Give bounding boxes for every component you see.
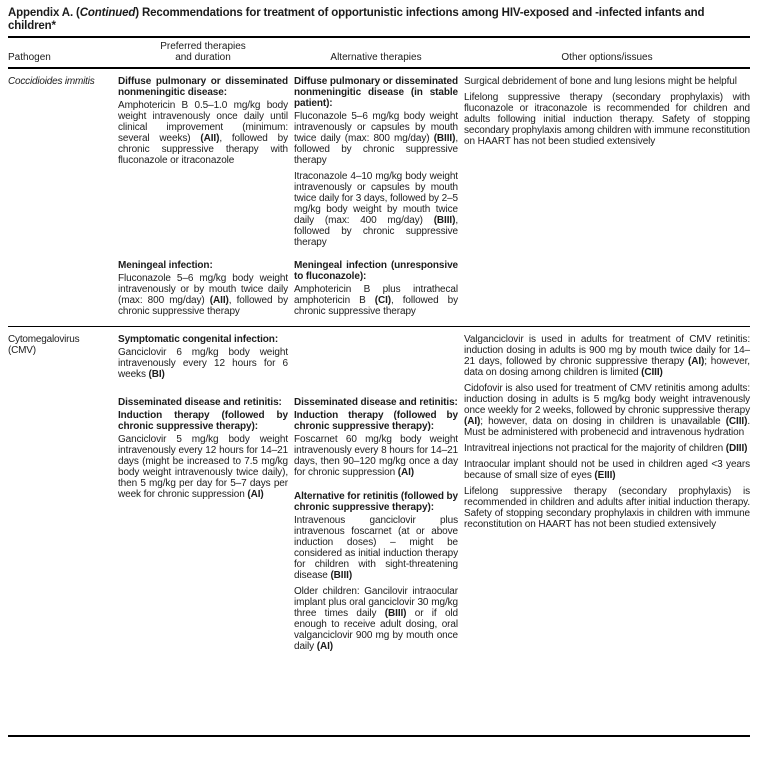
other-option-text: Lifelong suppressive therapy (secondary prophylaxis) is recommended in children and adults after initial induction therapy. Safety of stopping secondary prophylaxis in children with immune reconstitution on HAART has not been studied extensively [464, 486, 750, 530]
table-row-coccidioides [8, 69, 750, 326]
preferred-therapy-cell [118, 397, 288, 652]
therapy-section-heading: Symptomatic congenital infection: [118, 334, 279, 345]
section-congenital-infection [118, 334, 458, 380]
pathogen-cell: Coccidioides immitis [8, 76, 95, 87]
therapy-section-heading: Alternative for retinitis (followed by chronic suppressive therapy): [294, 491, 458, 513]
section-disseminated-disease [118, 397, 458, 652]
therapy-section-heading: Diffuse pulmonary or disseminated nonmeningitic disease: [118, 76, 288, 98]
other-options-cell [464, 334, 750, 726]
section-diffuse-pulmonary [118, 76, 458, 248]
therapy-section-heading: Meningeal infection (unresponsive to fluconazole): [294, 260, 458, 282]
other-option-text: Intraocular implant should not be used in children aged <3 years because of small size of eyes (EIII) [464, 459, 750, 481]
pathogen-name-line2: (CMV) [8, 345, 36, 356]
alternative-therapy-cell-empty [294, 334, 458, 380]
other-options-cell [464, 76, 750, 317]
therapy-text: Fluconazole 5–6 mg/kg body weight intravenously or capsules by mouth twice daily (max: 800 mg/day) (BIII), followed by chronic suppressive therapy [294, 111, 458, 166]
preferred-therapy-cell [118, 76, 288, 248]
title-suffix: ) Recommendations for treatment of opportunistic infections among HIV-exposed and -infected infants and children* [8, 7, 705, 32]
other-option-text: Intravitreal injections not practical for the majority of children (DIII) [464, 443, 748, 454]
other-option-text: Cidofovir is also used for treatment of CMV retinitis among adults: induction dosing in adults is 5 mg/kg body weight intravenously once weekly for 2 weeks, followed by chronic suppressive therapy (AI); however, data on dosing in children is unavailable (CIII). Must be administered with probenecid and intravenous hydration [464, 383, 750, 438]
therapy-text: Older children: Gancilovir intraocular implant plus oral ganciclovir 30 mg/kg three times daily (BIII) or if old enough to receive adult dosing, oral valganciclovir 900 mg by mouth once daily (AI) [294, 586, 458, 652]
column-header-preferred-line2: and duration [175, 52, 231, 63]
section-meningeal-infection [118, 260, 458, 317]
therapy-section-subheading: Induction therapy (followed by chronic suppressive therapy): [294, 410, 458, 432]
preferred-therapy-cell [118, 260, 288, 317]
pathogen-cell [8, 334, 112, 726]
therapy-section-heading: Diffuse pulmonary or disseminated nonmeningitic disease (in stable patient): [294, 76, 458, 109]
therapy-columns [118, 76, 458, 317]
alternative-therapy-cell [294, 76, 458, 248]
therapy-section-subheading: Induction therapy (followed by chronic suppressive therapy): [118, 410, 288, 432]
column-header-preferred [118, 41, 288, 63]
therapy-section-heading: Disseminated disease and retinitis: [118, 397, 282, 408]
therapy-text: Foscarnet 60 mg/kg body weight intravenously every 8 hours for 14–21 days, then 90–120 mg/kg once a day for chronic suppression (AI) [294, 434, 458, 478]
column-header-other: Other options/issues [561, 52, 653, 63]
column-header-alternative: Alternative therapies [330, 52, 422, 63]
table-header [8, 38, 750, 67]
therapy-section-heading: Meningeal infection: [118, 260, 213, 271]
title-prefix: Appendix A. ( [8, 7, 80, 19]
therapy-text: Amphotericin B 0.5–1.0 mg/kg body weight intravenously once daily until clinical improvement (minimum: several weeks) (AII), followed by chronic suppressive therapy with fluconazole or itraconazole [118, 100, 288, 166]
therapy-section-heading: Disseminated disease and retinitis: [294, 397, 458, 408]
column-header-preferred-line1: Preferred therapies [160, 41, 246, 52]
therapy-columns [118, 334, 458, 726]
therapy-text: Intravenous ganciclovir plus intravenous foscarnet (at or above induction doses) – might be considered as initial induction therapy for children with sight-threatening disease (BIII) [294, 515, 458, 581]
title-continued: Continued [79, 7, 136, 19]
alternative-therapy-cell [294, 397, 458, 652]
therapy-text: Itraconazole 4–10 mg/kg body weight intravenously or capsules by mouth twice daily for 3 days, followed by 2–5 mg/kg body weight by mouth twice daily (max: 400 mg/day) (BIII), followed by chronic suppressive therapy [294, 171, 458, 248]
table-row-cytomegalovirus [8, 327, 750, 735]
page-title [8, 7, 750, 33]
column-header-pathogen: Pathogen [8, 52, 51, 63]
alternative-therapy-cell [294, 260, 458, 317]
other-option-text: Valganciclovir is used in adults for treatment of CMV retinitis: induction dosing in adults is 900 mg by mouth twice daily for 14–21 days, followed by chronic suppressive therapy (AI); however, data on dosing among children is limited (CIII) [464, 334, 750, 378]
therapy-text: Fluconazole 5–6 mg/kg body weight intravenously or by mouth twice daily (max: 800 mg/day) (AII), followed by chronic suppressive therapy [118, 273, 288, 317]
preferred-therapy-cell [118, 334, 288, 380]
table-bottom-rule [8, 735, 750, 737]
pathogen-name-line1: Cytomegalovirus [8, 334, 80, 345]
other-option-text: Surgical debridement of bone and lung lesions might be helpful [464, 76, 737, 87]
therapy-text: Ganciclovir 5 mg/kg body weight intravenously every 12 hours for 14–21 days (might be increased to 7.5 mg/kg body weight intravenously twice daily), then 5 mg/kg per day for 5–7 days per week for chronic suppression (AI) [118, 434, 288, 500]
therapy-text: Ganciclovir 6 mg/kg body weight intravenously every 12 hours for 6 weeks (BI) [118, 347, 288, 380]
other-option-text: Lifelong suppressive therapy (secondary prophylaxis) with fluconazole or itraconazole is recommended for children and adults following initial induction therapy. Safety of stopping secondary prophylaxis among children with immune reconstitution on HAART has not been studied extensively [464, 92, 750, 147]
therapy-text: Amphotericin B plus intrathecal amphotericin B (CI), followed by chronic suppressive therapy [294, 284, 458, 317]
